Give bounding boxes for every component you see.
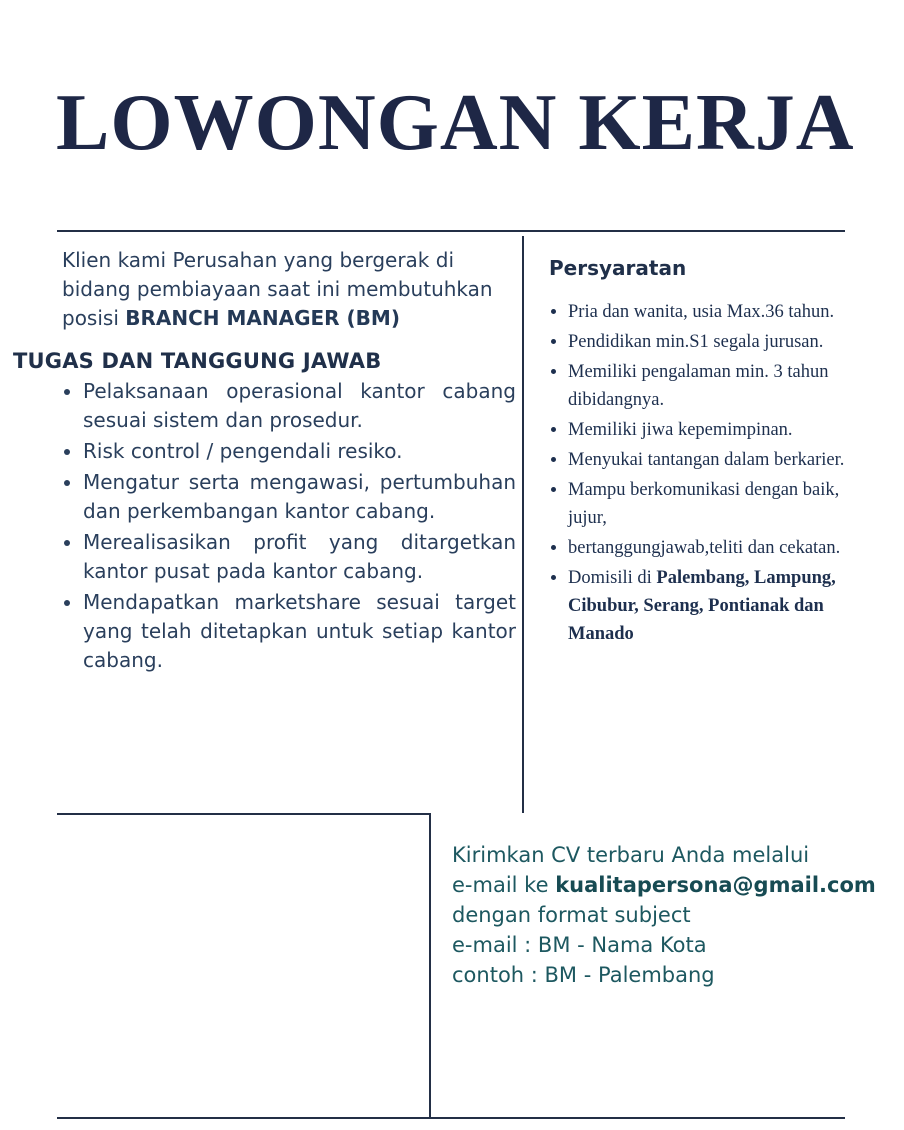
duties-heading: TUGAS DAN TANGGUNG JAWAB (13, 349, 382, 373)
domicile-label: Domisili di (568, 568, 657, 588)
requirement-item: • Memiliki jiwa kepemimpinan. (568, 416, 851, 444)
intro-paragraph (62, 246, 516, 333)
poster-title: LOWONGAN KERJA (56, 79, 855, 167)
requirement-item: • Pria dan wanita, usia Max.36 tahun. (568, 298, 851, 326)
duty-item: • Risk control / pengendali resiko. (83, 437, 516, 466)
intro-text: Klien kami Perusahan yang bergerak di bidang pembiayaan saat ini membutuhkan posisi (62, 248, 493, 330)
contact-block (452, 840, 888, 990)
duty-item: • Mendapatkan marketshare sesuai target yang telah ditetapkan untuk setiap kantor cabang. (83, 588, 516, 675)
contact-line-5: contoh : BM - Palembang (452, 963, 715, 987)
duties-list (62, 377, 516, 675)
requirement-item: • Pendidikan min.S1 segala jurusan. (568, 328, 851, 356)
top-divider (57, 230, 845, 232)
contact-email: kualitapersona@gmail.com (555, 873, 876, 897)
column-divider (522, 236, 524, 813)
contact-email-label: e-mail ke (452, 873, 556, 897)
contact-line-3: dengan format subject (452, 903, 691, 927)
contact-line-4: e-mail : BM - Nama Kota (452, 933, 707, 957)
bottom-divider (57, 1117, 845, 1119)
requirement-item: • Menyukai tantangan dalam berkarier. (568, 446, 851, 474)
position-name: BRANCH MANAGER (BM) (125, 306, 400, 330)
contact-line-2 (452, 870, 888, 900)
requirement-item: • Mampu berkomunikasi dengan baik, jujur, (568, 476, 851, 532)
requirements-column (549, 256, 851, 650)
left-column (13, 246, 516, 677)
requirement-item: • bertanggungjawab,teliti dan cekatan. (568, 534, 851, 562)
requirements-list (549, 298, 851, 648)
contact-divider (429, 813, 431, 1119)
duty-item: • Merealisasikan profit yang ditargetkan kantor pusat pada kantor cabang. (83, 528, 516, 586)
requirements-heading: Persyaratan (549, 256, 687, 280)
domicile-cities: Palembang, Lampung, Cibubur, Serang, Pontianak dan Manado (568, 568, 836, 644)
duty-item: • Pelaksanaan operasional kantor cabang sesuai sistem dan prosedur. (83, 377, 516, 435)
contact-line-1: Kirimkan CV terbaru Anda melalui (452, 843, 810, 867)
requirement-item-domicile (568, 564, 851, 648)
bottom-left-divider (57, 813, 431, 815)
requirement-item: • Memiliki pengalaman min. 3 tahun dibidangnya. (568, 358, 851, 414)
duty-item: • Mengatur serta mengawasi, pertumbuhan dan perkembangan kantor cabang. (83, 468, 516, 526)
